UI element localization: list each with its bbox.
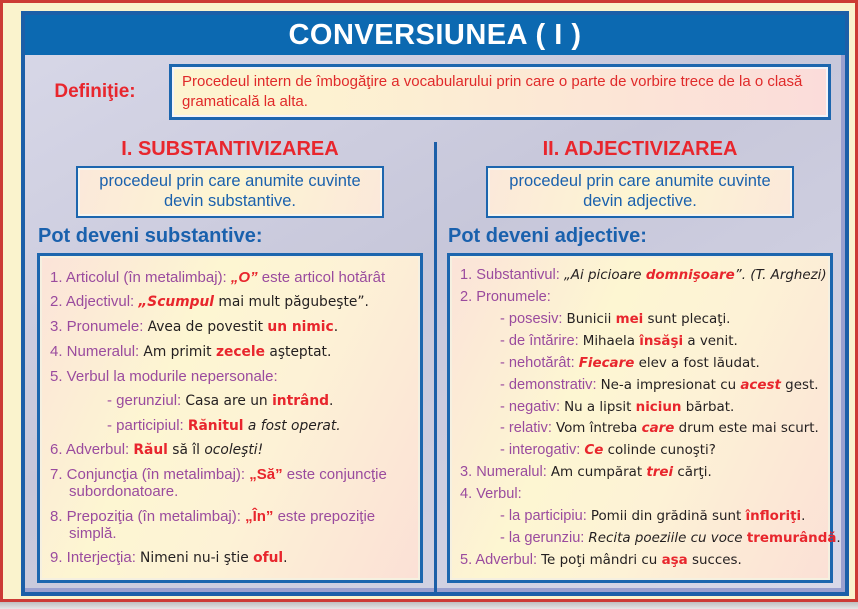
text-segment: domnişoare <box>645 267 735 283</box>
text-segment: Vom întreba <box>555 421 642 437</box>
list-item <box>460 266 827 284</box>
text-segment: „Scumpul <box>138 294 215 311</box>
text-segment: 7. Conjuncţia (în metalimbaj): <box>50 466 250 484</box>
list-item <box>500 442 824 459</box>
text-segment: Ce <box>584 443 604 459</box>
text-segment: succes. <box>687 552 742 568</box>
text-segment: sunt plecaţi. <box>643 311 731 327</box>
text-segment: a venit. <box>683 333 738 349</box>
text-segment: Am primit <box>143 343 216 360</box>
text-segment: Pomii din grădină sunt <box>590 509 746 525</box>
list-item <box>500 399 824 416</box>
text-segment: mei <box>615 311 644 327</box>
definition-box <box>169 64 831 120</box>
text-segment: - relativ: <box>500 420 556 437</box>
columns <box>25 128 845 592</box>
list-item <box>500 508 824 525</box>
examples-box <box>447 253 841 583</box>
list-item <box>107 392 414 410</box>
text-segment: 5. Verbul la modurile nepersonale: <box>50 367 278 385</box>
text-segment: Nimeni nu-i ştie <box>140 550 254 567</box>
section-heading: II. ADJECTIVIZAREA <box>542 137 738 160</box>
text-segment: Nu a lipsit <box>564 399 636 415</box>
list-title: Pot deveni adjective: <box>448 224 647 247</box>
text-segment: intrând <box>272 392 330 409</box>
text-segment: 1. Articolul (în metalimbaj): <box>50 268 231 286</box>
definition-label: Definiţie: <box>54 80 136 102</box>
text-segment: însăşi <box>639 333 684 349</box>
scan-edge <box>0 602 858 609</box>
text-segment: 3. Numeralul: <box>460 464 551 481</box>
text-segment: cărţi. <box>673 465 712 481</box>
section-adjectivizarea <box>435 128 845 592</box>
text-segment: acest <box>740 377 781 393</box>
text-segment: Rănitul <box>187 417 244 434</box>
list-item <box>500 355 824 372</box>
list-item <box>50 441 414 459</box>
list-item <box>50 508 414 543</box>
text-segment: - demonstrativ: <box>500 376 601 393</box>
text-segment: Mihaela <box>582 333 640 349</box>
text-segment: 4. Verbul: <box>460 486 522 503</box>
definition-text: Procedeul intern de îmbogăţire a vocabularului prin care o parte de vorbire trece de la o clasă gramaticală la alta. <box>182 73 803 110</box>
text-segment: - de întărire: <box>500 332 583 349</box>
text-segment: 9. Interjecţia: <box>50 549 141 567</box>
main-panel <box>21 11 849 596</box>
text-segment: 8. Prepoziţia (în metalimbaj): <box>50 507 246 525</box>
text-segment: „O” <box>230 268 258 286</box>
list-item <box>500 377 824 394</box>
text-segment: aşteptat. <box>265 343 332 360</box>
text-segment: ocoleşti! <box>204 442 264 459</box>
text-segment: - interogativ: <box>500 442 585 459</box>
text-segment: - la gerunziu: <box>500 530 589 547</box>
text-segment: colinde cunoşti? <box>603 443 716 459</box>
text-segment: Casa are un <box>185 392 273 409</box>
text-segment: a fost operat. <box>243 417 341 434</box>
list-item <box>500 333 824 350</box>
list-item <box>460 486 824 503</box>
section-substantivizarea <box>25 128 435 592</box>
examples-box <box>37 253 423 583</box>
text-segment: trei <box>646 465 674 481</box>
text-segment: gest. <box>780 377 819 393</box>
section-definition-box: procedeul prin care anumite cuvinte devin adjective. <box>486 166 795 218</box>
list-item <box>50 368 414 385</box>
list-item <box>460 464 824 481</box>
text-segment: Am cumpărat <box>550 465 647 481</box>
section-definition-box: procedeul prin care anumite cuvinte devin substantive. <box>76 166 385 218</box>
text-segment: 4. Numeralul: <box>50 342 144 360</box>
text-segment: să îl <box>167 442 205 459</box>
text-segment: care <box>641 421 675 437</box>
list-item <box>460 289 824 306</box>
text-segment: 6. Adverbul: <box>50 441 134 459</box>
text-segment: simplă. <box>69 524 117 542</box>
text-segment: 1. Substantivul: <box>460 266 564 283</box>
text-segment: mai mult păgubeşte”. <box>214 294 369 311</box>
text-segment: aşa <box>661 552 688 568</box>
text-segment: 3. Pronumele: <box>50 317 148 335</box>
text-segment: oful <box>253 550 284 567</box>
text-segment: Fiecare <box>578 355 635 371</box>
text-segment: „Ai picioare <box>563 267 646 283</box>
text-segment: elev a fost lăudat. <box>634 355 760 371</box>
list-item <box>460 552 824 569</box>
text-segment: ”. (T. Arghezi) <box>734 267 827 283</box>
text-segment: „Să” <box>249 466 283 484</box>
text-segment: . <box>283 550 288 567</box>
text-segment: Răul <box>133 442 168 459</box>
text-segment: bărbat. <box>681 399 735 415</box>
text-segment: 5. Adverbul: <box>460 551 542 568</box>
text-segment: zecele <box>215 343 265 360</box>
text-segment: - negativ: <box>500 398 565 415</box>
text-segment: Recita poeziile cu voce <box>588 531 747 547</box>
text-segment: subordonatoare. <box>69 483 179 501</box>
title-bar <box>25 15 845 55</box>
list-title: Pot deveni substantive: <box>38 224 263 247</box>
text-segment: drum este mai scurt. <box>674 421 819 437</box>
text-segment: Ne-a impresionat cu <box>600 377 741 393</box>
text-segment: Te poţi mândri cu <box>541 552 662 568</box>
list-item <box>500 420 824 437</box>
text-segment: este conjuncţie <box>282 466 387 484</box>
text-segment: niciun <box>635 399 682 415</box>
column-divider <box>434 142 437 592</box>
text-segment: - nehotărât: <box>500 354 579 371</box>
section-heading: I. SUBSTANTIVIZAREA <box>121 137 339 160</box>
list-item <box>50 549 414 567</box>
text-segment: . <box>333 318 339 335</box>
text-segment: - gerunziul: <box>107 391 186 409</box>
text-segment: înfloriţi <box>745 509 802 525</box>
text-segment: 2. Pronumele: <box>460 288 551 305</box>
list-item <box>500 530 841 547</box>
text-segment: tremurândă <box>746 531 837 547</box>
text-segment: un nimic <box>267 318 334 335</box>
text-segment: Avea de povestit <box>147 318 268 335</box>
text-segment: 2. Adjectivul: <box>50 293 139 311</box>
definition-row <box>25 55 845 128</box>
page-title: CONVERSIUNEA ( I ) <box>288 18 582 51</box>
list-item <box>500 311 824 328</box>
text-segment: - la participiu: <box>500 508 591 525</box>
list-item <box>107 417 414 435</box>
text-segment: este articol hotărât <box>257 268 386 286</box>
text-segment: „În” <box>245 507 274 525</box>
text-segment: . <box>329 392 334 409</box>
list-item <box>50 293 414 311</box>
text-segment: - participiul: <box>107 416 188 434</box>
text-segment: . <box>836 531 841 547</box>
text-segment: Bunicii <box>566 311 616 327</box>
text-segment: este prepoziţie <box>273 507 376 525</box>
list-item <box>50 269 414 286</box>
text-segment: . <box>801 509 806 525</box>
list-item <box>50 343 414 361</box>
text-segment: - posesiv: <box>500 310 567 327</box>
list-item <box>50 318 414 336</box>
list-item <box>50 466 414 501</box>
